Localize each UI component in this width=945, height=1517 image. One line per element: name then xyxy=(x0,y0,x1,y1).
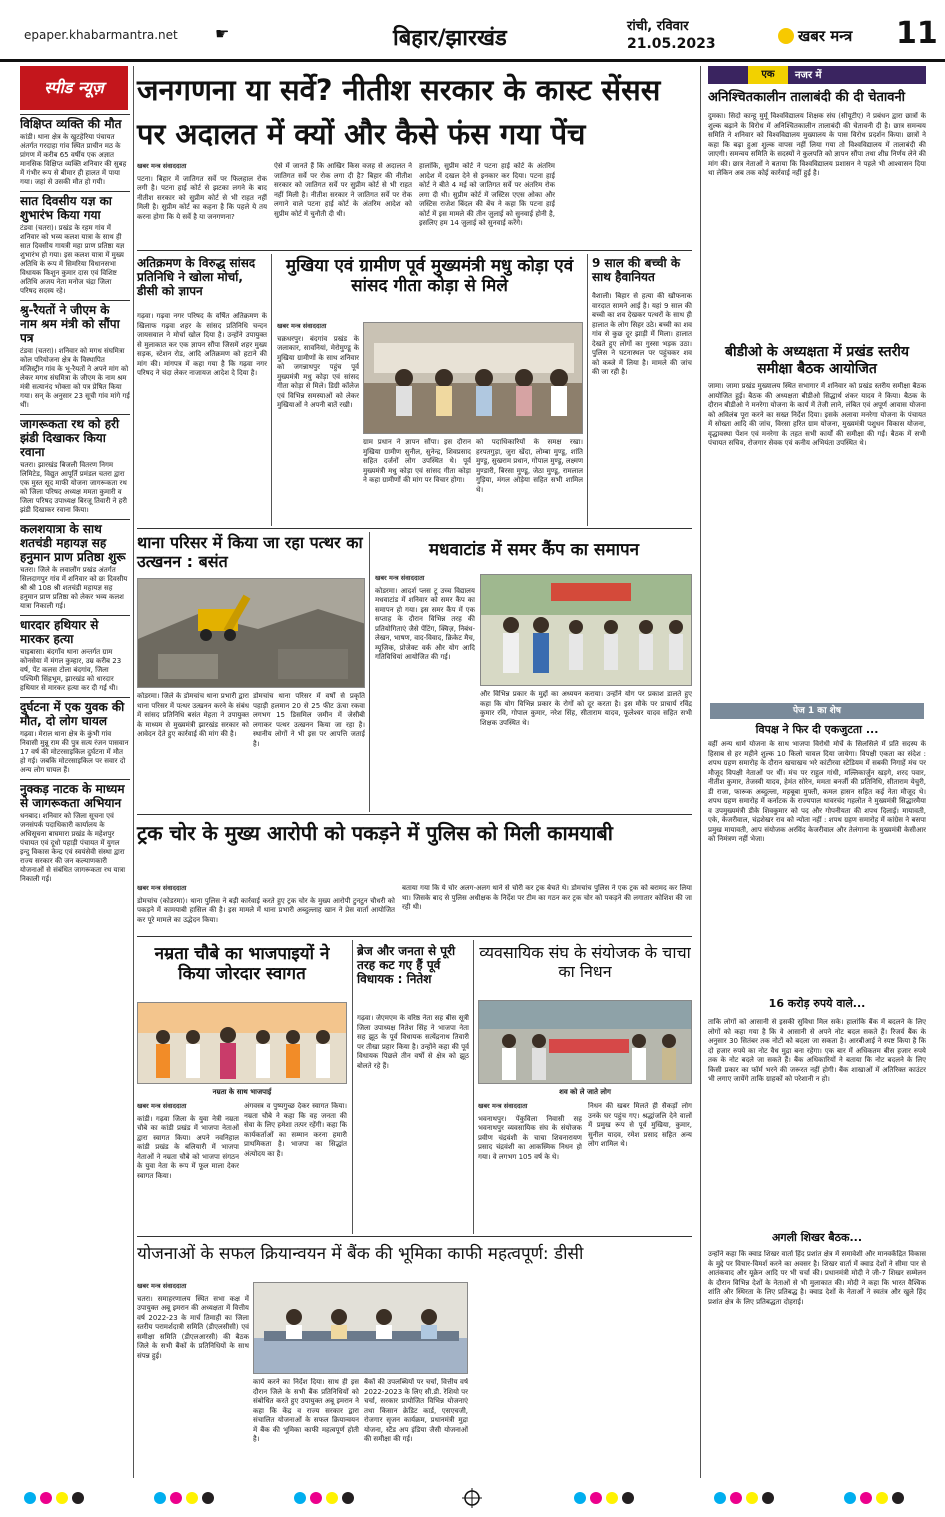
samar-body-1-text: कोडरमा। आदर्श प्लस टू उच्च विद्यालय मधवाटांड में शनिवार को समर कैंप का समापन हो गया। इस समर कैंप में एक सप्ताह के दौरान विभिन्न तरह की प्रतियोगिताएं जैसे पेंटिंग, क्विज़, निबंध-लेखन, भाषण, वाद-विवाद, क्रिकेट मैच, म्यूजिक, प्रोजेक्ट वर्क और योग आदि गतिविधियां आयोजित की गई। xyxy=(375,586,475,661)
namrata-headline[interactable]: नम्रता चौबे का भाजपाइयों ने किया जोरदार स्वागत xyxy=(154,944,330,985)
truck-body-2: बताया गया कि ये चोर अलग-अलग थाने से चोरी कर ट्रक बेचते थे। डोमचांच पुलिस ने एक ट्रक को बरामद कर लिया था। जिसके बाद से पुलिस अधीक्षक के निर्देश पर टीम का गठन कर ट्रक चोर को पकड़ने की लगातार कोशिश की जा रही थी। xyxy=(402,884,692,911)
speed-news-banner: स्पीड न्यूज़ xyxy=(20,66,128,110)
vyavsayik-byline: खबर मन्त्र संवाददाता xyxy=(478,1102,528,1110)
vyavsayik-headline[interactable]: व्यवसायिक संघ के संयोजक के चाचा का निधन xyxy=(479,943,691,981)
samar-body-2: और विभिन्न प्रकार के मुद्दों का अध्ययन कराया। उन्होंने योग पर प्रकाश डालते हुए कहा कि योग विभिन्न प्रकार के रोगों को दूर करता है। इस मौके पर प्राचार्य रविंद्र कुमार रवि, गोपाल कुमार, नरेश सिंह, सीताराम यादव, फूलेश्वर यादव सहित सभी शिक्षक उपस्थित थे। xyxy=(480,690,692,727)
vyavsayik-body-2: निधन की खबर मिलते ही सैकड़ों लोग उनके घर पहुंच गए। श्रद्धांजलि देने वालों में प्रमुख रूप से पूर्व मुखिया, कुमार, सुनील यादव, रमेश प्रसाद सहित अन्य लोग शामिल थे। xyxy=(588,1102,692,1148)
section-rule xyxy=(137,936,692,937)
truck-body-1-text: डोमचांच (कोडरमा)। थाना पुलिस ने बड़ी कार्रवाई करते हुए ट्रक चोर के मुख्य आरोपी टुनटुन चौधरी को पकड़ने में कामयाबी हासिल की है। इस मामले में थाना प्रभारी अब्दुल्लाह खान ने प्रेस वार्ता आयोजित कर पूरे मामले का उद्भेदन किया। xyxy=(137,896,395,924)
speed-news-body: धनबाद। शनिवार को जिला सूचना एवं जनसंपर्क पदाधिकारी कार्यालय के अधिसूचना बाघमारा प्रखंड के महेशपुर पंचायत एवं दूधो पहाड़ी पंचायत में युगल इन्दु विकास केन्द्र एवं स्वयंसेवी संस्था द्वारा राज्य सरकार की जन कल्याणकारी योजनाओं से संबंधित जागरूकता रथ यात्रा निकाली गई। xyxy=(20,812,126,883)
bank-body-1-text: चतरा। समाहरणालय स्थित सभा कक्ष में उपायुक्त अबू इमरान की अध्यक्षता में वित्तीय वर्ष 2022-23 के मार्च तिमाही का जिला स्तरीय परामर्शदात्री समिति (डीएलसीसी) एवं समीक्षा समिति (डीएलआरसी) की बैठक जिले के सभी बैंकों के प्रतिनिधियों के साथ संपन्न हुई। xyxy=(137,1294,249,1360)
thana-headline[interactable]: थाना परिसर में किया जा रहा पत्थर का उत्खनन : बसंत xyxy=(137,533,363,571)
bdo-body: जामा। जामा प्रखंड मुख्यालय स्थित सभागार में शनिवार को प्रखंड स्तरीय समीक्षा बैठक आयोजित हुई। बैठक की अध्यक्षता बीडीओ सिद्धार्थ शंकर यादव ने किया। बैठक के दौरान बीडीओ ने मनरेगा योजना के कार्य में तेजी लाने, लंबित एवं अपूर्ण आवास योजना को अविलंब पूरा करने का सख्त निर्देश दिया। इसके अलावा मनरेगा योजना के पंचायत में सोख्ता आदि की जांच, विरसा हरित ग्राम योजना, मुख्यमंत्री पशुधन विकास योजना, वृद्धावस्था पेंशन एवं मनरेगा के तहत सभी कार्यों की समीक्षा की गई। बैठक में सभी पंचायत सचिव, रोजगार सेवक एवं कनीय अभियंता उपस्थित थे। xyxy=(708,382,926,447)
speed-news-column xyxy=(20,66,130,1476)
column-divider xyxy=(369,532,370,812)
quad-headline[interactable]: अगली शिखर बैठक... xyxy=(771,1231,863,1244)
speed-news-body: चतरा। जिले के लवालौंग प्रखंड अंतर्गत सिलदागपुर गांव में शनिवार को छः दिवसीय श्री श्री 108 श्री शतचंडी महायज्ञ सह हनुमान प्राण प्रतिष्ठा को लेकर भव्य कलश यात्रा निकाली गई। xyxy=(20,566,128,610)
thana-photo xyxy=(137,578,365,688)
speed-news-headline[interactable]: दुर्घटना में एक युवक की मौत, दो लोग घायल xyxy=(20,697,130,728)
talabandi-headline[interactable]: अनिश्चितकालीन तालाबंदी की दी चेतावनी xyxy=(708,90,906,105)
bank-photo xyxy=(253,1282,468,1374)
samar-body-1 xyxy=(375,574,475,810)
epaper-url[interactable]: epaper.khabarmantra.net xyxy=(24,28,178,42)
child-headline[interactable]: 9 साल की बच्ची के साथ हैवानियत xyxy=(592,256,681,285)
mukhiya-headline[interactable]: मुखिया एवं ग्रामीण पूर्व मुख्यमंत्री मधु कोड़ा एवं सांसद गीता कोड़ा से मिले xyxy=(285,256,574,297)
bank-byline: खबर मन्त्र संवाददाता xyxy=(137,1282,187,1290)
speed-news-body: चतरा। झारखंड बिजली वितरण निगम लिमिटेड, विद्युत आपूर्ति प्रमंडल चतरा द्वारा एक मुस्त सूद माफी योजना जागरूकता रथ को जिला परिषद अध्यक्ष ममता कुमारी व जिला परिषद उपाध्यक्ष बिरजू तिवारी ने हरी झंडी दिखाकर रवाना किया। xyxy=(20,461,127,514)
column-divider xyxy=(352,940,353,1234)
note-body: ताकि लोगों को आसानी से इसकी सुविधा मिल सके। हालांकि बैंक में बदलने के लिए लोगों को कहा गया है कि वे आसानी से अपने नोट बदल सकते हैं। रिजर्व बैंक के अनुसार 30 सितंबर तक नोटों को बदला जा सकता है। आरबीआई ने स्पष्ट किया है कि दो हजार रुपये का नोट वैध मुद्रा बना रहेगा। एक बार में अधिकतम बीस हजार रुपये तक के नोट बदले जा सकते हैं। बैंक अधिकारियों ने बताया कि नोट बदलने के लिए किसी प्रकार का फॉर्म भरने की जरूरत नहीं होगी। बैंक शाखाओं में अतिरिक्त काउंटर भी लगाए जायेंगे ताकि ग्राहकों को परेशानी न हो। xyxy=(708,1018,926,1083)
samar-byline: खबर मन्त्र संवाददाता xyxy=(375,574,425,582)
column-divider xyxy=(700,66,701,1478)
section-rule xyxy=(137,1236,692,1237)
newspaper-logo xyxy=(778,26,852,46)
speed-news-body: टंडवा (चतरा)। प्रखंड के रहम गांव में शनिवार को भव्य कलश यात्रा के साथ ही सात दिवसीय गायत्री महा प्राण प्रतिष्ठा यज्ञ शुभारंभ हो गया। इस कलश यात्रा में मुख्य अतिथि के रूप में सिमरिया विधानसभा विधायक किशुन कुमार दास एवं विशिष्ट अतिथि अजय नेता मनोज चंद्रा जिला परिषद सदस्य रहे। xyxy=(20,224,125,295)
bdo-headline[interactable]: बीडीओ के अध्यक्षता में प्रखंड स्तरीय समीक्षा बैठक आयोजित xyxy=(724,344,910,377)
bank-body-3: बैंकों की उपलब्धियों पर चर्चा, वित्तीय वर्ष 2022-2023 के लिए सी.डी. रेशियो पर चर्चा, सरकार प्रायोजित विभिन्न योजनाएं तथा किसान क्रेडिट कार्ड, एसएचजी, रोजगार सृजन कार्यक्रम, प्रधानमंत्री मुद्रा योजना, स्टैंड अप इंडिया जैसी योजनाओं की समीक्षा की गई। xyxy=(364,1378,468,1443)
color-calibration-dots xyxy=(0,1480,945,1517)
edition-city: रांची, रविवार xyxy=(627,19,689,34)
vyavsayik-caption: शव को ले जाते लोग xyxy=(559,1088,611,1096)
speed-news-headline[interactable]: धारदार हथियार से मारकर हत्या xyxy=(20,615,130,646)
masthead xyxy=(0,0,945,62)
mukhiya-body-2: ग्राम प्रधान ने ज्ञापन सौंपा। इस दौरान मुखिया ग्रामीण सुनील, सुनेन्द्र, शिवप्रसाद सहित दर्जनों लोग उपस्थित थे। पूर्व मुख्यमंत्री मधु कोड़ा एवं सांसद गीता कोड़ा ने कहा ग्रामीणों की मांग पर विचार होगा। xyxy=(363,438,471,484)
speed-news-headline[interactable]: विक्षिप्त व्यक्ति की मौत xyxy=(20,114,130,131)
speed-news-body: टंडवा (चतरा)। शनिवार को मगध संघमित्रा कोल परियोजना क्षेत्र के विस्थापित मजिस्ट्रीन गांव के भू-रैयतों ने अपने मांग को लेकर मगध संघमित्रा के जीएम के नाम श्रम मंत्री सत्यानंद भोक्ता को पत्र प्रेषित किया गया। सन् के अनुसार 23 सूची गांव मांगे गई थीं। xyxy=(20,347,130,409)
lead-col-2: ऐसे में जानते हैं कि आखिर किस वजह से अदालत ने जातिगत सर्वे पर रोक लगा दी है? बिहार की नीतीश सरकार को जातिगत सर्वे पर सुप्रीम कोर्ट से भी राहत नहीं मिली है। नीतीश सरकार ने जातिगत सर्वे पर रोक लगाने वाले पटना हाई कोर्ट के अंतरिम आदेश को सुप्रीम कोर्ट में चुनौती दी थी। xyxy=(274,162,412,218)
lead-byline: खबर मन्त्र संवाददाता xyxy=(137,162,187,170)
column-divider xyxy=(271,254,272,526)
namrata-byline: खबर मन्त्र संवाददाता xyxy=(137,1102,187,1110)
column-divider xyxy=(473,940,474,1234)
namrata-photo xyxy=(137,1002,347,1084)
column-divider xyxy=(133,66,134,1478)
hand-pointer-icon: ☛ xyxy=(215,24,230,43)
khabar-mantra-logo-icon xyxy=(778,28,794,44)
tab-label: नजर में xyxy=(795,70,822,81)
speed-news-headline[interactable]: जागरूकता रथ को हरी झंडी दिखाकर किया रवाना xyxy=(20,414,130,459)
speed-news-headline[interactable]: कलशयात्रा के साथ शतचंडी महायज्ञ सह हनुमान प्राण प्रतिष्ठा शुरू xyxy=(20,519,130,564)
vyavsayik-body-1 xyxy=(478,1102,582,1232)
vipaksh-body: वहीं अन्य धार्म योजना के साथ भाजपा विरोधी मोर्चे के सिलसिले में प्रति सदस्य के हिसाब से हर महीने शुल्क 10 किलो चावल दिया जायेगा। विपक्षी एकता का संदेश : शपथ ग्रहण समारोह के दौरान खचाखच भरे कांटीरवा स्टेडियम में सबकी निगाहें मंच पर मौजूद विपक्षी नेताओं पर थीं। मंच पर राहुल गांधी, मल्लिकार्जुन खड़गे, शरद पवार, नीतीश कुमार, तेजस्वी यादव, हेमंत सोरेन, ममता बनर्जी की प्रतिनिधि, सीताराम येचुरी, डी राजा, फारूक अब्दुल्ला, महबूबा मुफ्ती, कमल हासन सहित कई नेता मौजूद थे। शपथ ग्रहण समारोह में कर्नाटक के राज्यपाल थावरचंद गहलोत ने मुख्यमंत्री सिद्धारमैया व उपमुख्यमंत्री डीके शिवकुमार को पद और गोपनीयता की शपथ दिलाई। मायावती, एके, केजरीवाल, चंद्रशेखर राव को न्योता नहीं : शपथ ग्रहण समारोह में कांग्रेस ने बसपा प्रमुख मायावती, आप संयोजक अरविंद केजरीवाल और तेलंगाना के मुख्यमंत्री केसीआर को निमंत्रण नहीं भेजा। xyxy=(708,740,926,843)
quad-body: उन्होंने कहा कि क्वाड शिखर वार्ता हिंद प्रशांत क्षेत्र में समावेशी और मानवकेंद्रित विकास के मुद्दे पर विचार-विमर्श करने का अवसर है। शिखर वार्ता में क्वाड देशों ने सीमा पार से आतंकवाद और यूक्रेन आदि पर भी चर्चा की। प्रधानमंत्री मोदी ने जी-7 शिखर सम्मेलन के दौरान विभिन्न देशों के नेताओं से भी मुलाकात की। मोदी ने कहा कि भारत वैश्विक शांति और स्थिरता के लिए प्रतिबद्ध है। क्वाड देशों के नेताओं ने स्वतंत्र और खुले हिंद प्रशांत क्षेत्र के लिए प्रतिबद्धता दोहराई। xyxy=(708,1250,926,1306)
sansad-headline[interactable]: अतिक्रमण के विरुद्ध सांसद प्रतिनिधि ने खोला मोर्चा, डीसी को ज्ञापन xyxy=(137,256,256,299)
mukhiya-body-3: को पदाधिकारियों के समक्ष रखा। हरपतगुड़ा, जुरा खेंदा, लोम्बा मुण्डू, शांति मुण्डू, सुखराम प्रधान, गोपाल मुण्डू, लक्ष्मण मुण्डारी, बिरसा मुण्डू, जेठा मुण्डू, रामलाल गुड़िया, मंगल ओड़ेया सहित सभी शामिल थे। xyxy=(476,438,583,494)
bank-body-1 xyxy=(137,1282,249,1474)
brij-headline[interactable]: ब्रेज और जनता से पूरी तरह कट गए हैं पूर्व विधायक : नितेश xyxy=(357,944,456,987)
truck-body-1 xyxy=(137,884,395,934)
vipaksh-headline[interactable]: विपक्ष ने फिर दी एकजुटता ... xyxy=(755,723,879,736)
column-divider xyxy=(587,254,588,526)
samar-headline[interactable]: मधवाटांड में समर कैंप का समापन xyxy=(428,540,640,560)
speed-news-body: चाइबासा। बंदगाँव थाना अन्तर्गत ग्राम कोनसेया में मंगल कुम्हार, उम्र करीब 23 वर्ष, पेंट कलस टोला बंदगांव, जिला पश्चिमी सिंहभूम, झारखंड को धारदार हथियार से मारकर हत्या कर दी गई थी। xyxy=(20,648,122,692)
edition-date: 21.05.2023 xyxy=(627,36,716,52)
talabandi-body: दुमका। सिदो कान्हू मुर्मू विश्वविद्यालय शिक्षक संघ (सीयूटीए) ने प्रबंधन द्वारा छात्रों के शुल्क बढ़ाने के विरोध में अनिश्चितकालीन तालाबंदी की चेतावनी दी है। छात्र समन्वय समिति ने शनिवार को विश्वविद्यालय मुख्यालय के पास विरोध प्रदर्शन किया। छात्रों ने कहा कि बढ़ा हुआ शुल्क वापस नहीं लिया गया तो विश्वविद्यालय में तालाबंदी की जाएगी। समन्वय समिति के सदस्यों ने कुलपति को ज्ञापन सौंपा तथा शीघ्र निर्णय लेने की मांग की। छात्र नेताओं ने बताया कि विश्वविद्यालय प्रशासन ने पहले भी आश्वासन दिया था लेकिन अब तक कोई कार्रवाई नहीं हुई है। xyxy=(708,112,926,177)
section-rule xyxy=(137,814,692,815)
lead-col-1 xyxy=(137,162,267,246)
child-body: वैशाली। बिहार से हत्या की खौफनाक वारदात सामने आई है। यहां 9 साल की बच्ची का शव देखकर पत्थरों के साथ ही हालात के लोग सिहर उठे। बच्ची का शव गांव से कुछ दूर झाड़ी में मिला। हालात देखते हुए लोगों का गुस्सा भड़क उठा। पुलिस ने घटनास्थल पर पहुंचकर शव को कब्जे में लिया है। मामले की जांच की जा रही है। xyxy=(592,292,692,376)
lead-headline[interactable]: जनगणना या सर्वे? नीतीश सरकार के कास्ट सेंसस पर अदालत में क्यों और कैसे फंस गया पेंच xyxy=(137,73,661,151)
mukhiya-body-1 xyxy=(277,322,359,520)
mukhiya-byline: खबर मन्त्र संवाददाता xyxy=(277,322,327,330)
speed-news-body: गढ़वा। मेराल थाना क्षेत्र के कुंभी गांव निवासी मुन्नू राम की पुत्र सत्य रंजन पासवान 17 वर्ष की मोटरसाइकिल दुर्घटना में मौत हो गई। जबकि मोटरसाइकिल पर सवार दो अन्य लोग घायल हैं। xyxy=(20,730,129,774)
section-rule xyxy=(137,250,692,251)
samar-photo xyxy=(480,574,692,686)
speed-news-headline[interactable]: श्रु-रैयतों ने जीएम के नाम श्रम मंत्री को सौंपा पत्र xyxy=(20,300,130,345)
section-title: बिहार/झारखंड xyxy=(393,26,507,51)
tab-ek: एक xyxy=(748,66,788,84)
vyavsayik-body-1-text: भवनाथपुर। पेंकुविला निवासी सह भवनाथपुर व्यवसायिक संघ के संयोजक प्रवीण चंद्रवंशी के चाचा शिवनारायण प्रसाद चंद्रवंशी का आकस्मिक निधन हो गया। वे लगभग 105 वर्ष के थे। xyxy=(478,1114,582,1161)
truck-byline: खबर मन्त्र संवाददाता xyxy=(137,884,187,892)
bank-body-2: कार्य करने का निर्देश दिया। साथ ही इस दौरान जिले के सभी बैंक प्रतिनिधियों को संबोधित करते हुए उपायुक्त अबू इमरान ने कहा कि केंद्र व राज्य सरकार द्वारा संचालित योजनाओं के सफल क्रियान्वयन में बैंक की भूमिका काफी महत्वपूर्ण होती है। xyxy=(253,1378,359,1443)
lead-col-3: हालांकि, सुप्रीम कोर्ट ने पटना हाई कोर्ट के अंतरिम आदेश में दखल देने से इनकार कर दिया। पटना हाई कोर्ट ने बीते 4 मई को जातिगत सर्वे पर अंतरिम रोक लगा दी थी। सुप्रीम कोर्ट में जस्टिस एएस ओका और जस्टिस राजेश बिंदल की बेंच ने कहा कि पटना हाई कोर्ट में इस मामले की तीन जुलाई को सुनवाई होनी है, इसलिए हम 14 जुलाई को सुनवाई करेंगे। xyxy=(419,162,555,227)
brij-body: गढ़वा। जेएमएम के वरिष्ठ नेता सह बीस सूत्री जिला उपाध्यक्ष नितेश सिंह ने भाजपा नेता सह झूठ के पूर्व विधायक सत्येंद्रनाथ तिवारी पर तीखा प्रहार किया है। उन्होंने कहा की पूर्व विधायक पिछले तीन वर्षों से क्षेत्र को झूठ बोलते रहे हैं। xyxy=(357,1014,469,1070)
namrata-body-1-text: कांडी। गढ़वा जिला के युवा नेत्री नम्रता चौबे का कांडी प्रखंड में भाजपा नेताओं द्वारा स्वागत किया। अपने नवनिहाल कांडी प्रखंड के बलियारी में भाजपा नेताओं ने नम्रता चौबे को भाजपा संगठन के युवा नेता के रूप में फूल माला देकर स्वागत किया। xyxy=(137,1114,239,1180)
page-number: 11 xyxy=(896,16,938,51)
speed-news-headline[interactable]: नुक्कड़ नाटक के माध्यम से जागरूकता अभियान xyxy=(20,779,130,810)
sansad-body: गढ़वा। गढ़वा नगर परिषद के वर्षित अतिक्रमण के खिलाफ गढ़वा शहर के सांसद प्रतिनिधि चन्दन जायसवाल ने मोर्चा खोल दिया है। उन्होंने उपायुक्त से मुलाकात कर एक ज्ञापन सौंपा जिसमें शहर मुख्य सड़क, स्टेशन रोड, आदि अतिक्रमण को हटाने की मांग की। मांगपत्र में कहा गया है कि गढ़वा नगर परिषद ने चंदा लेकर नाजायज आदेश दे दिया है। xyxy=(137,312,267,377)
logo-text: खबर मन्त्र xyxy=(798,27,853,45)
vyavsayik-photo xyxy=(478,1000,692,1084)
speed-news-headline[interactable]: सात दिवसीय यज्ञ का शुभारंभ किया गया xyxy=(20,191,130,222)
truck-headline[interactable]: ट्रक चोर के मुख्य आरोपी को पकड़ने में पुलिस को मिली कामयाबी xyxy=(137,821,613,845)
namrata-body-1 xyxy=(137,1102,239,1232)
bank-headline[interactable]: योजनाओं के सफल क्रियान्वयन में बैंक की भूमिका काफी महत्वपूर्ण: डीसी xyxy=(137,1244,584,1264)
thana-body-2: डोमचांच थाना परिसर में वर्षों से प्रकृति पहाड़ी हलमान 20 से 25 फीट ऊंचा रकवा लगभग 15 डिसमिल जमीन में जेसीबी लगाकर पत्थर उत्खनन किया जा रहा है। स्थानीय लोगों ने भी इस पर आपत्ति जताई है। xyxy=(253,692,365,748)
namrata-caption: नम्रता के साथ भाजपाई xyxy=(212,1088,272,1096)
note-headline[interactable]: 16 करोड़ रुपये वाले... xyxy=(768,997,866,1010)
speed-news-body: कांडी। थाना क्षेत्र के खुटहेरिया पंचायत अंतर्गत गरदाहा गांव स्थित प्राचीन मठ के प्रांगण में करीब 65 वर्षीय एक अज्ञात मानसिक विक्षिप्त व्यक्ति शनिवार की सुबह में गंभीर रूप से बीमार ही हालत में पाया गया। जहां से उसकी मौत हो गयी। xyxy=(20,133,127,186)
mukhiya-photo xyxy=(363,322,583,434)
registration-target-icon xyxy=(0,1480,945,1517)
lead-col-1-text: पटना। बिहार में जातिगत सर्वे पर फिलहाल रोक लगी है। पटना हाई कोर्ट से झटका लगने के बाद नीतीश सरकार को सुप्रीम कोर्ट से भी राहत नहीं मिली है। सुप्रीम कोर्ट का कहना है कि पहले ये तय करना होगा कि ये सर्वे है या जनगणना? xyxy=(137,174,267,221)
mukhiya-body-1-text: चक्रधरपुर। बंदगांव प्रखंड के जलाकार, सावनियां, मेरोमुण्डू के मुखिया ग्रामीणों के साथ शनिवार को जगन्नाथपुर पहुंच पूर्व मुख्यमंत्री मधु कोड़ा एवं सांसद गीता कोड़ा से मिले। डिग्री कॉलेज एवं विभिन्न समस्याओं को लेकर मुखियाओं ने अपनी बातें रखी। xyxy=(277,334,359,409)
section-rule xyxy=(137,528,692,529)
namrata-body-2: अंगवस्त्र व पुष्पगुच्छ देकर स्वागत किया। नम्रता चौबे ने कहा कि वह जनता की सेवा के लिए हमेशा तत्पर रहेंगी। कहा कि कार्यकर्ताओं का सम्मान करना हमारी प्राथमिकता है। भाजपा का सिद्धांत अंत्योदय का है। xyxy=(244,1102,347,1158)
thana-body-1: कोडरमा। जिले के डोमचांच थाना प्रभारी द्वारा थाना परिसर में पत्थर उत्खनन करने के संबंध में सांसद प्रतिनिधि बसंत मेहता ने उपायुक्त के माध्यम से मुख्यमंत्री झारखंड सरकार को आवेदन देते हुए कार्रवाई की मांग की है। xyxy=(137,692,249,738)
page-one-continued-label: पेज 1 का शेष xyxy=(710,703,924,719)
